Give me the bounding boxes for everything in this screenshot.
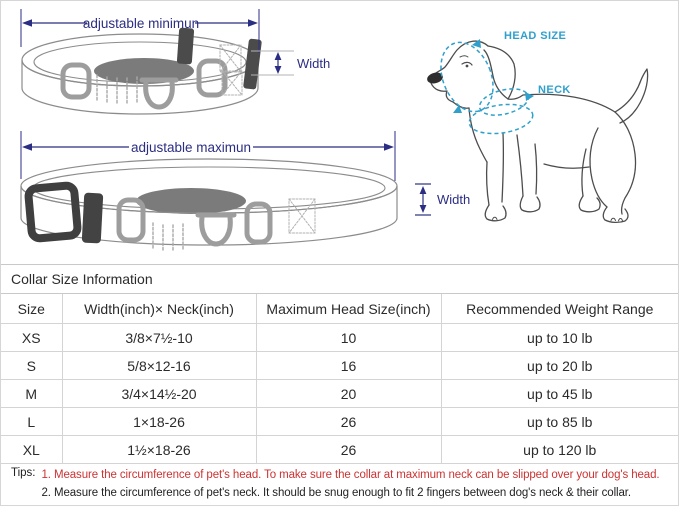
dog-measure-loops [431,35,534,138]
cell-weight: up to 20 lb [441,352,678,380]
width-label-min: Width [297,56,331,71]
cell-weight: up to 85 lb [441,408,678,436]
col-header-width-neck: Width(inch)× Neck(inch) [62,294,256,324]
table-title: Collar Size Information [1,265,678,294]
cell-width-neck: 5/8×12-16 [62,352,256,380]
collar-min-clip [177,28,194,65]
table-header-row [1,294,678,324]
collar-max-illustration [21,159,397,251]
tip-1: 1. Measure the circumference of pet's head. To make sure the collar at maximum neck can be slipped over your dog's head. [41,468,660,481]
cell-size: XS [1,324,62,352]
collar-size-table [1,264,678,506]
cell-width-neck: 3/8×7½-10 [62,324,256,352]
width-label-max: Width [437,192,471,207]
cell-max-head: 20 [256,380,441,408]
tips-row [1,464,678,506]
tips-content [42,467,660,503]
arrow-down-icon [275,66,282,74]
arrow-up-icon [420,186,427,194]
collar-min-illustration [22,28,262,114]
col-header-weight: Recommended Weight Range [441,294,678,324]
cell-weight: up to 10 lb [441,324,678,352]
collar-max-pad [136,188,246,214]
collar-max-slider [82,193,104,244]
cell-width-neck: 1½×18-26 [62,436,256,464]
size-diagram-svg [1,1,678,264]
teal-arrow-icon [525,92,534,101]
arrow-right-icon [248,19,258,27]
col-header-max-head: Maximum Head Size(inch) [256,294,441,324]
cell-size: M [1,380,62,408]
cell-size: XL [1,436,62,464]
cell-max-head: 26 [256,408,441,436]
table-row [1,324,678,352]
arrow-left-icon [22,143,32,151]
arrow-up-icon [275,52,282,60]
cell-size: L [1,408,62,436]
neck-label: NECK [538,84,571,96]
cell-max-head: 26 [256,436,441,464]
cell-width-neck: 1×18-26 [62,408,256,436]
cell-max-head: 10 [256,324,441,352]
table-row [1,352,678,380]
arrow-left-icon [22,19,32,27]
table-row [1,408,678,436]
size-diagram [1,1,678,264]
arrow-down-icon [420,205,427,213]
adjustable-maximum-label: adjustable maximun [130,140,252,155]
collar-max-width-measurement [415,184,470,215]
table-row [1,380,678,408]
table-row [1,436,678,464]
cell-width-neck: 3/4×14½-20 [62,380,256,408]
arrow-right-icon [384,143,394,151]
cell-weight: up to 45 lb [441,380,678,408]
cell-size: S [1,352,62,380]
tip-2: 2. Measure the circumference of pet's neck. It should be snug enough to fit 2 fingers between dog's neck & their collar. [41,486,631,499]
tips-label: Tips: [11,467,36,480]
collar-min-width-measurement [251,51,330,75]
cell-weight: up to 120 lb [441,436,678,464]
col-header-size: Size [1,294,62,324]
cell-max-head: 16 [256,352,441,380]
adjustable-minimum-label: adjustable minimun [82,16,200,31]
head-size-label: HEAD SIZE [504,30,567,42]
